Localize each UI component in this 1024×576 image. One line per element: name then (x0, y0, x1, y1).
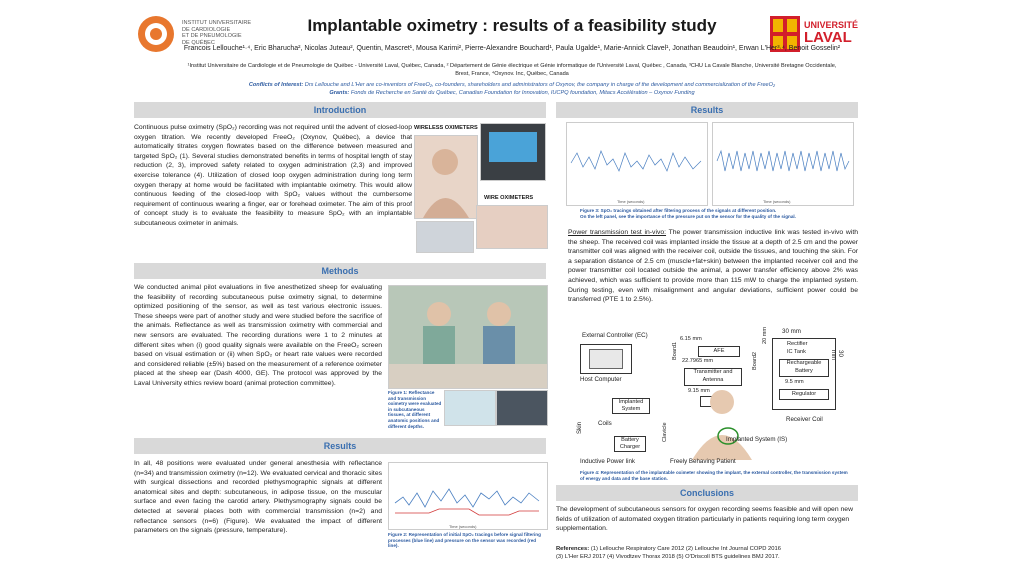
patient-wireless-image (414, 135, 478, 219)
skin-label: Skin (576, 421, 583, 434)
conflicts-label: Conflicts of Interest: (248, 82, 304, 88)
board1-label: Board1 (672, 341, 678, 360)
grants-label: Grants: (329, 89, 350, 96)
methods-heading: Methods (134, 263, 546, 279)
conclusions-heading: Conclusions (556, 485, 858, 501)
figure3-left-tracing (567, 123, 707, 205)
implanted-system-box: Implanted System (612, 398, 650, 414)
dim-30-top: 30 mm (782, 328, 801, 335)
wireless-oximeters-label: WIRELESS OXIMETERS (414, 125, 478, 131)
regulator-box: Regulator (779, 389, 829, 400)
coils-label: Coils (598, 420, 612, 427)
references-line-1: (1) Lellouche Respiratory Care 2012 (2) Lellouche Int Journal COPD 2016 (590, 546, 781, 552)
inductive-link-label: Inductive Power link (580, 458, 636, 465)
host-computer-icon (580, 344, 632, 374)
figure2-xlabel: Time (seconds) (449, 524, 477, 529)
receiver-coil-label: Receiver Coil (786, 416, 823, 423)
references (556, 545, 858, 561)
transmitter-box: Transmitter and Antenna (684, 368, 742, 386)
figure3-right-tracing (713, 123, 853, 205)
host-computer-label: Host Computer (580, 376, 622, 383)
patient-illustration-icon (415, 136, 477, 218)
conflicts-text: Drs Lellouche and L'Her are co-inventors of FreeO₂, co-founders, shareholders and administrators of Oxynov, the company in charge of the development and commercialization of the FreeO₂ (304, 82, 776, 88)
surgery-photo-icon (389, 286, 547, 388)
board2-label: Board2 (752, 351, 758, 370)
laval-word-2: LAVAL (804, 29, 852, 46)
rectifier-label: Rectifier (787, 341, 808, 347)
dim-615: 6.15 mm (680, 336, 702, 342)
sensor-photo-1 (444, 390, 496, 426)
clavicle-label: Clavicle (662, 422, 668, 442)
surgery-photo (388, 285, 548, 389)
wire-oximeters-label: WIRE OXIMETERS (484, 195, 534, 201)
power-transmission-text (568, 228, 858, 305)
patient-torso-icon (672, 386, 772, 460)
logo-line-1: INSTITUT UNIVERSITAIRE (182, 20, 252, 26)
freeo2-device-image (480, 123, 546, 181)
results-right-heading: Results (556, 102, 858, 118)
conflicts-grants (150, 82, 874, 97)
figure3-caption-1: Figure 3: SpO₂ tracings obtained after filtering process of the signals at different position. (580, 208, 777, 213)
dim-20: 20 mm (762, 326, 768, 344)
logo-line-2: DE CARDIOLOGIE (182, 26, 231, 33)
results-left-text: In all, 48 positions were evaluated under general anesthesia with reflectance (n=34) and transmission oximetry (n=12). We evaluated cervical and thoracic sites with surgical dissections and recorded plethysmographic signals at different anatomical sites and depth: subcutaneous, in adipose tissue, on the muscular surface and even facing the carotid artery. Plethysmography signals could be detected at several places both with commercial transmission (n=2) and reflectance sensors (n=6) (Figure). We evaluated the impact of different parameters on the signals (pressure, temperature). (134, 460, 382, 535)
figure3-right-chart (712, 122, 854, 206)
dim-915: 9.15 mm (688, 388, 710, 394)
figure1-caption: Figure 1: Reflectance and transmission oximetry were evaluated in subcutaneous tissues, at different anatomic positions and different depths. (388, 390, 442, 429)
references-label: References: (556, 546, 590, 552)
figure3-caption (580, 208, 850, 219)
wrist-device-image (416, 221, 474, 253)
power-transmission-body: The power transmission inductive link was tested in-vivo with the sheep. The received coil was implanted inside the tissue at a depth of 2.5 cm and the power transmitter coil was aligned with the receiver coil, outside the tissues, and touching the skin. For a separation distance of 2.5 cm (muscle+fat+skin) between the implanted receiver coil and the power transmitter coil located outside the animal, a power transfer efficiency above 2% was achieved, which was sufficient to provide more than 115 mW to charge the implanted system. During testing, even with misalignment and angular deviations, sufficient power could be transferred (PTE 1 to 2.5%). (568, 229, 859, 304)
figure2-chart (388, 462, 548, 530)
figure3-right-xlabel: Time (seconds) (763, 199, 791, 204)
references-line-2: (3) L'Her ERJ 2017 (4) Vivodtzev Thorax 2018 (5) O'Driscoll BTS guidelines BMJ 2017. (556, 554, 780, 560)
dim-freq: 22.7965 mm (682, 358, 714, 364)
introduction-text: Continuous pulse oximetry (SpO₂) recording was not required until the advent of closed-loop oxygen titration. We recently developed FreeO₂ (Oxynov, Québec), a device that automatically titrates oxygen flowrates based on the difference between measured and targeted SpO₂ (1). Several studies demonstrated benefits in terms of hospital length of stay reduction (2, 3), improved safety related to oxygen administration (2,3) and improved exercise tolerance (4). Utilization of closed loop oxygen administration during long term oxygen therapy at home would be facilitated with implantable oximetry. This would allow continuous feeding of the closed-loop with SpO₂ values without the cumbersome requirement of continuous wearing a finger, ear or forehead oximeter. The aim of this proof of concept study is to evaluate the feasibility to measure SpO₂ with an implantable subcutaneous oximeter in animals. (134, 124, 412, 227)
figure4-diagram (576, 326, 858, 466)
oximeters-figure (414, 123, 546, 253)
afe-box: AFE (698, 346, 740, 357)
laval-word-1: UNIVERSITÉ (804, 20, 859, 30)
figure3-caption-2: On the left panel, see the importance of the pressure put on the sensor for the quality of the signal. (580, 213, 796, 219)
conclusions-text: The development of subcutaneous sensors for oxygen recording seems feasible and will open new fields of utilization of automated oxygen titration particularly in patients requiring long term oxygen supplementation. (556, 506, 853, 533)
introduction-heading: Introduction (134, 102, 546, 118)
implant-board (772, 338, 836, 410)
battery-charger-box: Battery Charger (614, 436, 646, 452)
dim-95: 9.5 mm (785, 379, 804, 385)
author-list: Francois Lellouche¹·⁴, Eric Bharucha², Nicolas Juteau², Quentin, Mascret¹, Mousa Karimi², Pierre-Alexandre Bouchard¹, Paula Ugalde¹, Marie-Annick Clavel¹, Jonathan Beaudoin¹, Erwan L'Her³·⁴, Benoit Gosselin² (183, 45, 841, 52)
poster-title: Implantable oximetry : results of a feasibility study (307, 16, 717, 35)
sensor-photo-2 (496, 390, 548, 426)
logo-line-3: ET DE PNEUMOLOGIE (182, 33, 242, 40)
affiliations: ¹Institut Universitaire de Cardiologie et de Pneumologie de Québec - Université Laval, Québec, Canada, ² Département de Génie électrique et Génie informatique de l'Université Laval, Québec , Canada, ³CHU La Cavale Blanche, Université Bretagne Occidentale, Brest, France, ⁴Oxynov. Inc, Québec, Canada (187, 63, 837, 77)
grants-text: Fonds de Recherche en Santé du Québec, Canadian Foundation for Innovation, IUCPQ foundation, Mitacs Accélération – Oxynov Funding (350, 89, 695, 96)
dim-30-side: 30 mm (830, 350, 844, 361)
finger-sensor-image (476, 205, 548, 249)
figure2-caption: Figure 2: Representation of initial SpO₂ tracings before signal filtering processes (blue line) and pressure on the sensor was recorded (red line). (388, 532, 541, 549)
implanted-system-label: Implanted System (IS) (726, 436, 788, 443)
ic-tank-label: IC Tank (787, 349, 806, 355)
patient-label: Freely Behaving Patient (670, 458, 736, 465)
figure4-caption: Figure 4: Representation of the implantable oximeter showing the implant, the external controller, the transmission system of energy and data and the base station. (580, 470, 848, 481)
results-left-heading: Results (134, 438, 546, 454)
logo-line-4: DE QUÉBEC (182, 39, 215, 46)
figure3-left-chart (566, 122, 708, 206)
methods-text: We conducted animal pilot evaluations in five anesthetized sheep for evaluating the feasibility of recording subcutaneous pulse oximetry signal, to determine optimized positioning of the sensor, as well as test various electronic issues. These sheeps were part of another study and were studied before the sacrifice of the animals. Reflectance as well as transmission oximetry with commercial and new sensors are evaluated. The recording durations were 1 to 2 minutes at different sites when (i) good quality signals were available on the FreeO₂ screen based on visual estimation or (ii) when SpO₂ or heart rate values were recorded and considered reliable (±5%) based on the measurement of a reference oximeter placed at the sheep ear (Dash 4000, GE). The protocol was approved by the Laval University ethics review board (animal protection committee). (134, 284, 382, 387)
external-controller-label: External Controller (EC) (582, 332, 648, 339)
power-transmission-title: Power transmission test in-vivo: (568, 229, 667, 236)
battery-box: Rechargeable Battery (779, 359, 829, 377)
figure2-tracing (389, 463, 547, 529)
figure3-left-xlabel: Time (seconds) (617, 199, 645, 204)
